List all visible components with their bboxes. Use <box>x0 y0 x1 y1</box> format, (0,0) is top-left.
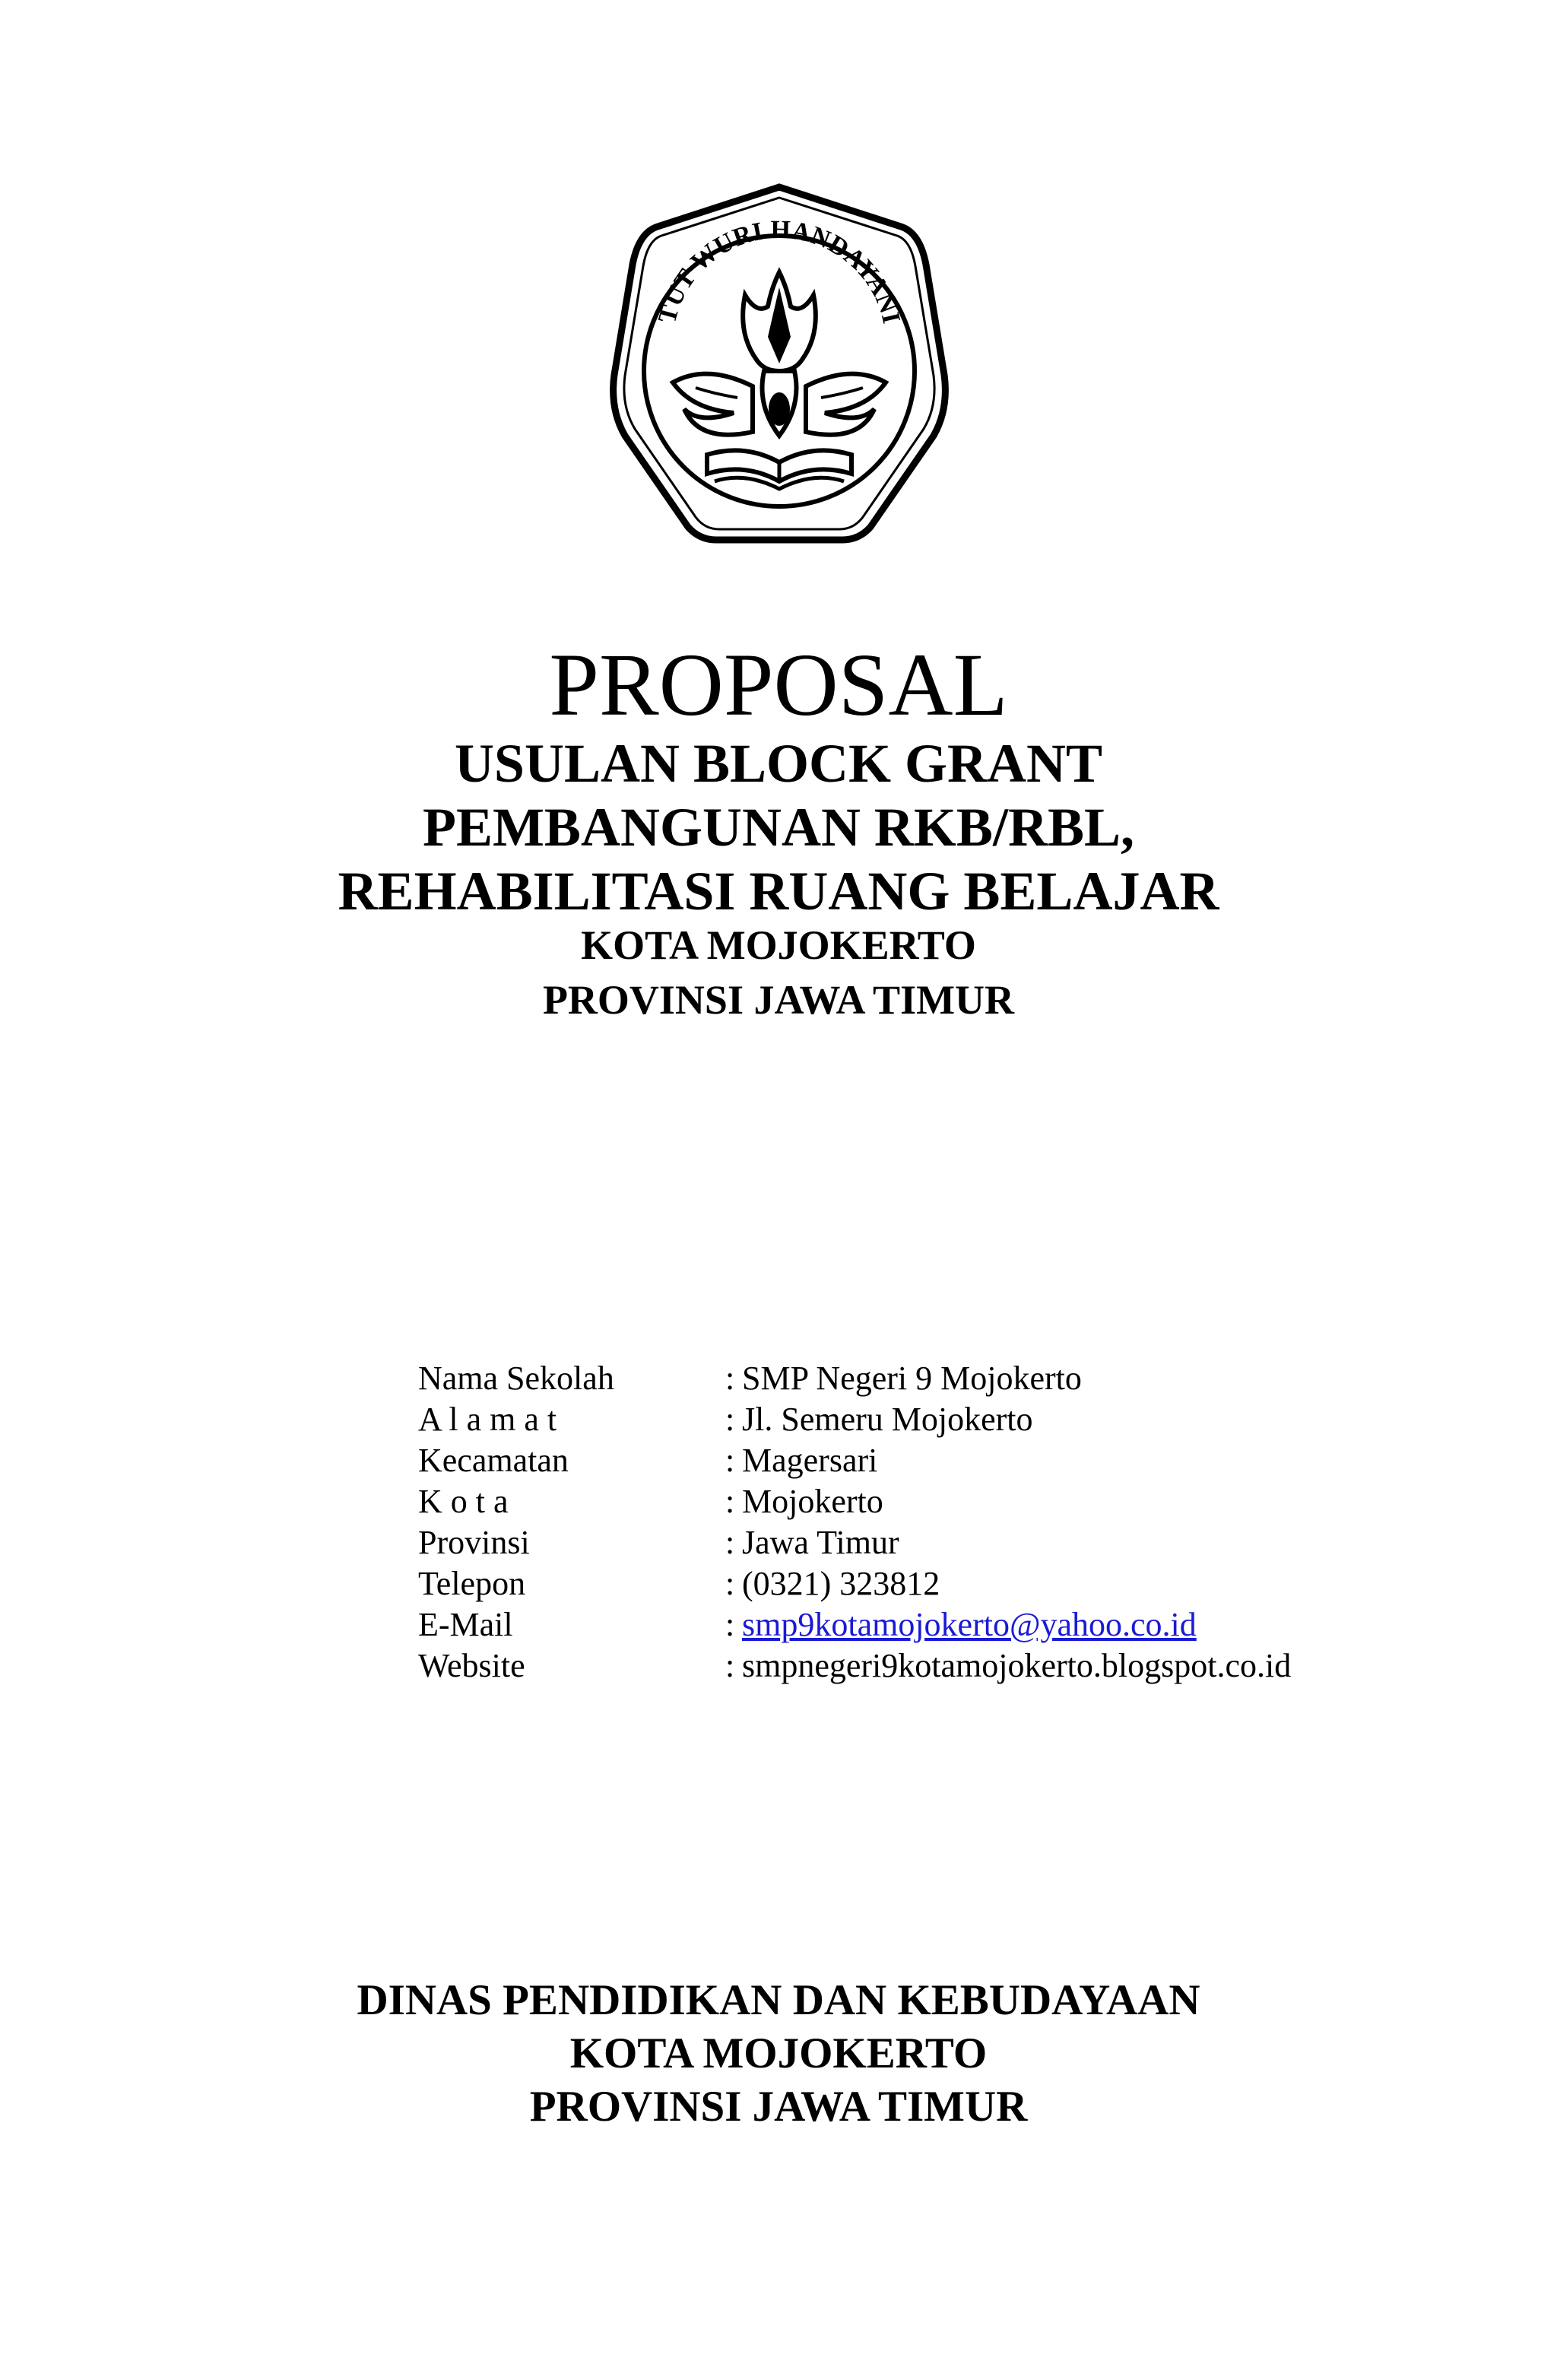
info-label: Website <box>418 1647 525 1684</box>
info-value: Jl. Semeru Mojokerto <box>742 1401 1033 1438</box>
info-value: Magersari <box>742 1442 878 1479</box>
page-title: PROPOSAL <box>549 635 1008 735</box>
info-value: SMP Negeri 9 Mojokerto <box>742 1360 1082 1397</box>
footer-line-3: PROVINSI JAWA TIMUR <box>529 2083 1028 2131</box>
info-separator: : <box>725 1647 735 1684</box>
info-label: Telepon <box>418 1565 526 1602</box>
info-separator: : <box>725 1524 735 1561</box>
subtitle-line-3: REHABILITASI RUANG BELAJAR <box>338 861 1219 922</box>
tut-wuri-handayani-emblem-icon <box>601 181 958 546</box>
info-separator: : <box>725 1606 735 1643</box>
info-label: K o t a <box>418 1483 509 1520</box>
info-separator: : <box>725 1401 735 1438</box>
info-label: E-Mail <box>418 1606 513 1643</box>
footer-line-1: DINAS PENDIDIKAN DAN KEBUDAYAAN <box>357 1976 1200 2024</box>
info-label: Provinsi <box>418 1524 530 1561</box>
info-separator: : <box>725 1360 735 1397</box>
info-value: Mojokerto <box>742 1483 883 1520</box>
info-label: Nama Sekolah <box>418 1360 614 1397</box>
info-separator: : <box>725 1483 735 1520</box>
info-value: smpnegeri9kotamojokerto.blogspot.co.id <box>742 1647 1292 1684</box>
email-link[interactable]: smp9kotamojokerto@yahoo.co.id <box>742 1606 1197 1643</box>
subtitle-line-2: PEMBANGUNAN RKB/RBL, <box>422 797 1135 858</box>
footer-line-2: KOTA MOJOKERTO <box>569 2029 988 2077</box>
info-value: (0321) 323812 <box>742 1565 940 1602</box>
region-line-2: PROVINSI JAWA TIMUR <box>542 977 1015 1023</box>
emblem-motto: TUT WURI HANDAYANI <box>653 215 905 327</box>
region-line-1: KOTA MOJOKERTO <box>581 922 976 968</box>
subtitle-line-1: USULAN BLOCK GRANT <box>454 733 1103 794</box>
info-label: A l a m a t <box>418 1401 557 1438</box>
info-separator: : <box>725 1442 735 1479</box>
info-value: Jawa Timur <box>742 1524 899 1561</box>
info-label: Kecamatan <box>418 1442 569 1479</box>
info-separator: : <box>725 1565 735 1602</box>
